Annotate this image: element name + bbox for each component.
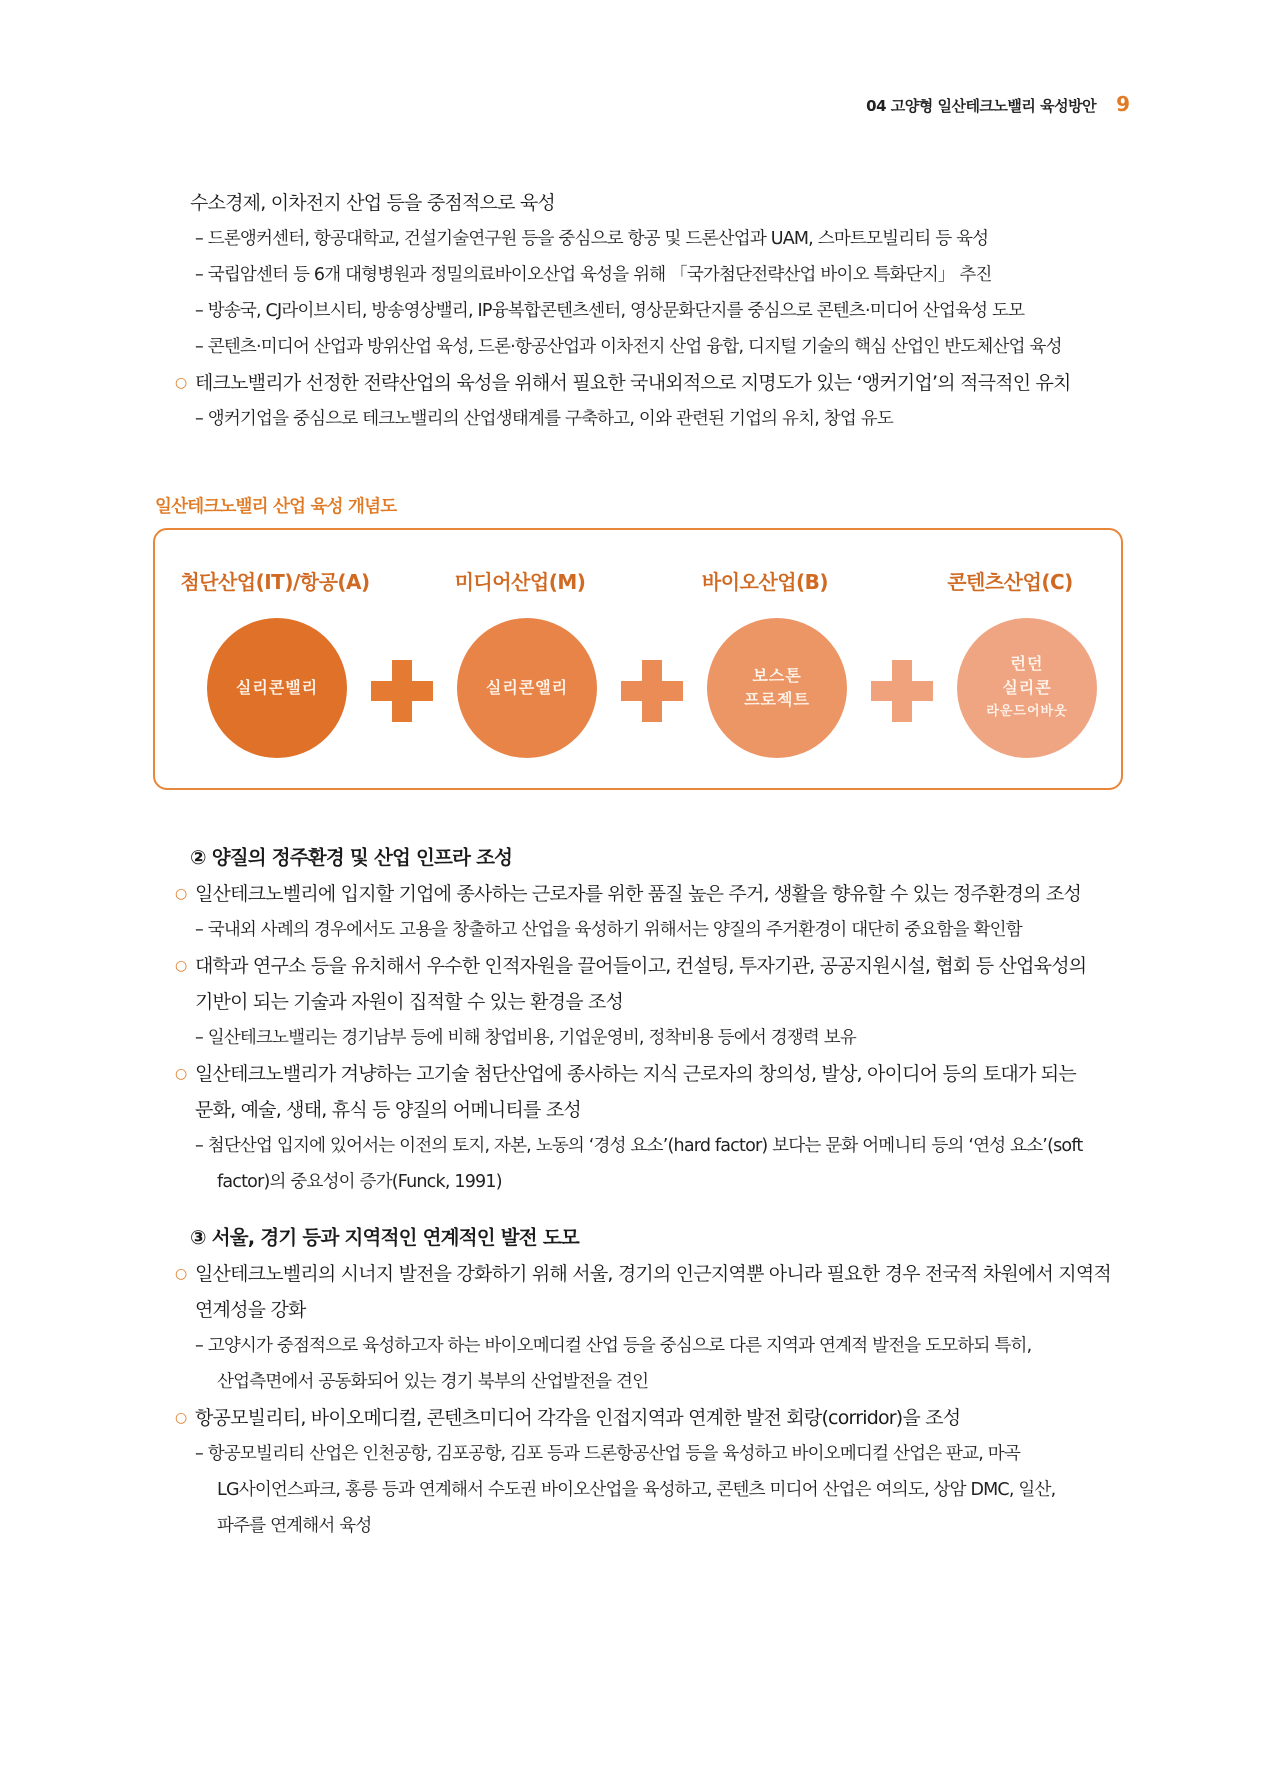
plus-icon [371, 660, 433, 722]
bullet-item: ○ 테크노밸리가 선정한 전략산업의 육성을 위해서 필요한 국내외적으로 지명도가 있는 ‘앵커기업’의 적극적인 유치 [190, 365, 1135, 401]
category-label-b: 바이오산업(B) [701, 570, 829, 594]
circle-london-silicon-roundabout: 런던 실리콘 라운드어바웃 [957, 618, 1097, 758]
dash-item: – 항공모빌리티 산업은 인천공항, 김포공항, 김포 등과 드론항공산업 등을 육성하고 바이오메디컬 산업은 판교, 마곡 [195, 1444, 1020, 1464]
bullet-continuation: 연계성을 강화 [195, 1299, 306, 1321]
dash-item: – 국립암센터 등 6개 대형병원과 정밀의료바이오산업 육성을 위해 「국가첨단전략산업 바이오 특화단지」 추진 [195, 265, 992, 285]
bullet-item: ○ 대학과 연구소 등을 유치해서 우수한 인적자원을 끌어들이고, 컨설팅, 투자기관, 공공지원시설, 협회 등 산업육성의 [190, 948, 1135, 984]
dash-continuation: factor)의 중요성이 증가(Funck, 1991) [217, 1172, 502, 1192]
bullet-item: ○ 일산테크노벨리의 시너지 발전을 강화하기 위해 서울, 경기의 인근지역뿐 아니라 필요한 경우 전국적 차원에서 지역적 [190, 1256, 1135, 1292]
section-heading: ③ 서울, 경기 등과 지역적인 연계적인 발전 도모 [190, 1226, 579, 1249]
body-sections [175, 840, 1135, 1544]
page-header [866, 92, 1130, 116]
dash-item: – 국내외 사례의 경우에서도 고용을 창출하고 산업을 육성하기 위해서는 양질의 주거환경이 대단히 중요함을 확인함 [195, 920, 1022, 940]
bullet-continuation: 문화, 예술, 생태, 휴식 등 양질의 어메니티를 조성 [195, 1099, 581, 1121]
bullet-circle-icon: ○ [175, 1410, 187, 1426]
plus-icon [621, 660, 683, 722]
dash-item: – 콘텐츠·미디어 산업과 방위산업 육성, 드론·항공산업과 이차전지 산업 융합, 디지털 기술의 핵심 산업인 반도체산업 육성 [195, 337, 1062, 357]
bullet-circle-icon: ○ [175, 886, 187, 902]
continuation-line: 수소경제, 이차전지 산업 등을 중점적으로 육성 [190, 192, 555, 214]
plus-icon [871, 660, 933, 722]
bullet-item: ○ 일산테크노밸리가 겨냥하는 고기술 첨단산업에 종사하는 지식 근로자의 창의성, 발상, 아이디어 등의 토대가 되는 [190, 1056, 1135, 1092]
bullet-item: ○ 일산테크노벨리에 입지할 기업에 종사하는 근로자를 위한 품질 높은 주거, 생활을 향유할 수 있는 정주환경의 조성 [190, 876, 1135, 912]
circle-silicon-valley: 실리콘밸리 [207, 618, 347, 758]
dash-continuation: LG사이언스파크, 홍릉 등과 연계해서 수도권 바이오산업을 육성하고, 콘텐츠 미디어 산업은 여의도, 상암 DMC, 일산, [217, 1480, 1056, 1500]
dash-item: – 첨단산업 입지에 있어서는 이전의 토지, 자본, 노동의 ‘경성 요소’(hard factor) 보다는 문화 어메니티 등의 ‘연성 요소’(soft [195, 1136, 1083, 1156]
category-label-a: 첨단산업(IT)/항공(A) [180, 570, 370, 594]
dash-item: – 드론앵커센터, 항공대학교, 건설기술연구원 등을 중심으로 항공 및 드론산업과 UAM, 스마트모빌리티 등 육성 [195, 229, 989, 249]
bullet-item: ○ 항공모빌리티, 바이오메디컬, 콘텐츠미디어 각각을 인접지역과 연계한 발전 회랑(corridor)을 조성 [190, 1400, 1135, 1436]
bullet-circle-icon: ○ [175, 1266, 187, 1282]
circle-boston-project: 보스톤 프로젝트 [707, 618, 847, 758]
top-block [175, 185, 1135, 437]
section-heading: ② 양질의 정주환경 및 산업 인프라 조성 [190, 846, 513, 869]
dash-item: – 일산테크노밸리는 경기남부 등에 비해 창업비용, 기업운영비, 정착비용 등에서 경쟁력 보유 [195, 1028, 856, 1048]
chapter-title: 04 고양형 일산테크노밸리 육성방안 [866, 97, 1097, 115]
dash-item: – 방송국, CJ라이브시티, 방송영상밸리, IP융복합콘텐츠센터, 영상문화단지를 중심으로 콘텐츠·미디어 산업육성 도모 [195, 301, 1025, 321]
dash-item: – 앵커기업을 중심으로 테크노밸리의 산업생태계를 구축하고, 이와 관련된 기업의 유치, 창업 유도 [195, 409, 893, 429]
concept-diagram [153, 528, 1123, 790]
dash-continuation: 파주를 연계해서 육성 [217, 1516, 372, 1536]
category-label-c: 콘텐츠산업(C) [947, 570, 1073, 594]
bullet-circle-icon: ○ [175, 958, 187, 974]
category-label-m: 미디어산업(M) [454, 570, 586, 594]
page-number: 9 [1116, 92, 1130, 116]
circle-silicon-alley: 실리콘앨리 [457, 618, 597, 758]
bullet-circle-icon: ○ [175, 375, 187, 391]
dash-continuation: 산업측면에서 공동화되어 있는 경기 북부의 산업발전을 견인 [217, 1372, 649, 1392]
dash-item: – 고양시가 중점적으로 육성하고자 하는 바이오메디컬 산업 등을 중심으로 다른 지역과 연계적 발전을 도모하되 특히, [195, 1336, 1032, 1356]
bullet-circle-icon: ○ [175, 1066, 187, 1082]
bullet-continuation: 기반이 되는 기술과 자원이 집적할 수 있는 환경을 조성 [195, 991, 624, 1013]
figure-title: 일산테크노밸리 산업 육성 개념도 [155, 497, 397, 517]
